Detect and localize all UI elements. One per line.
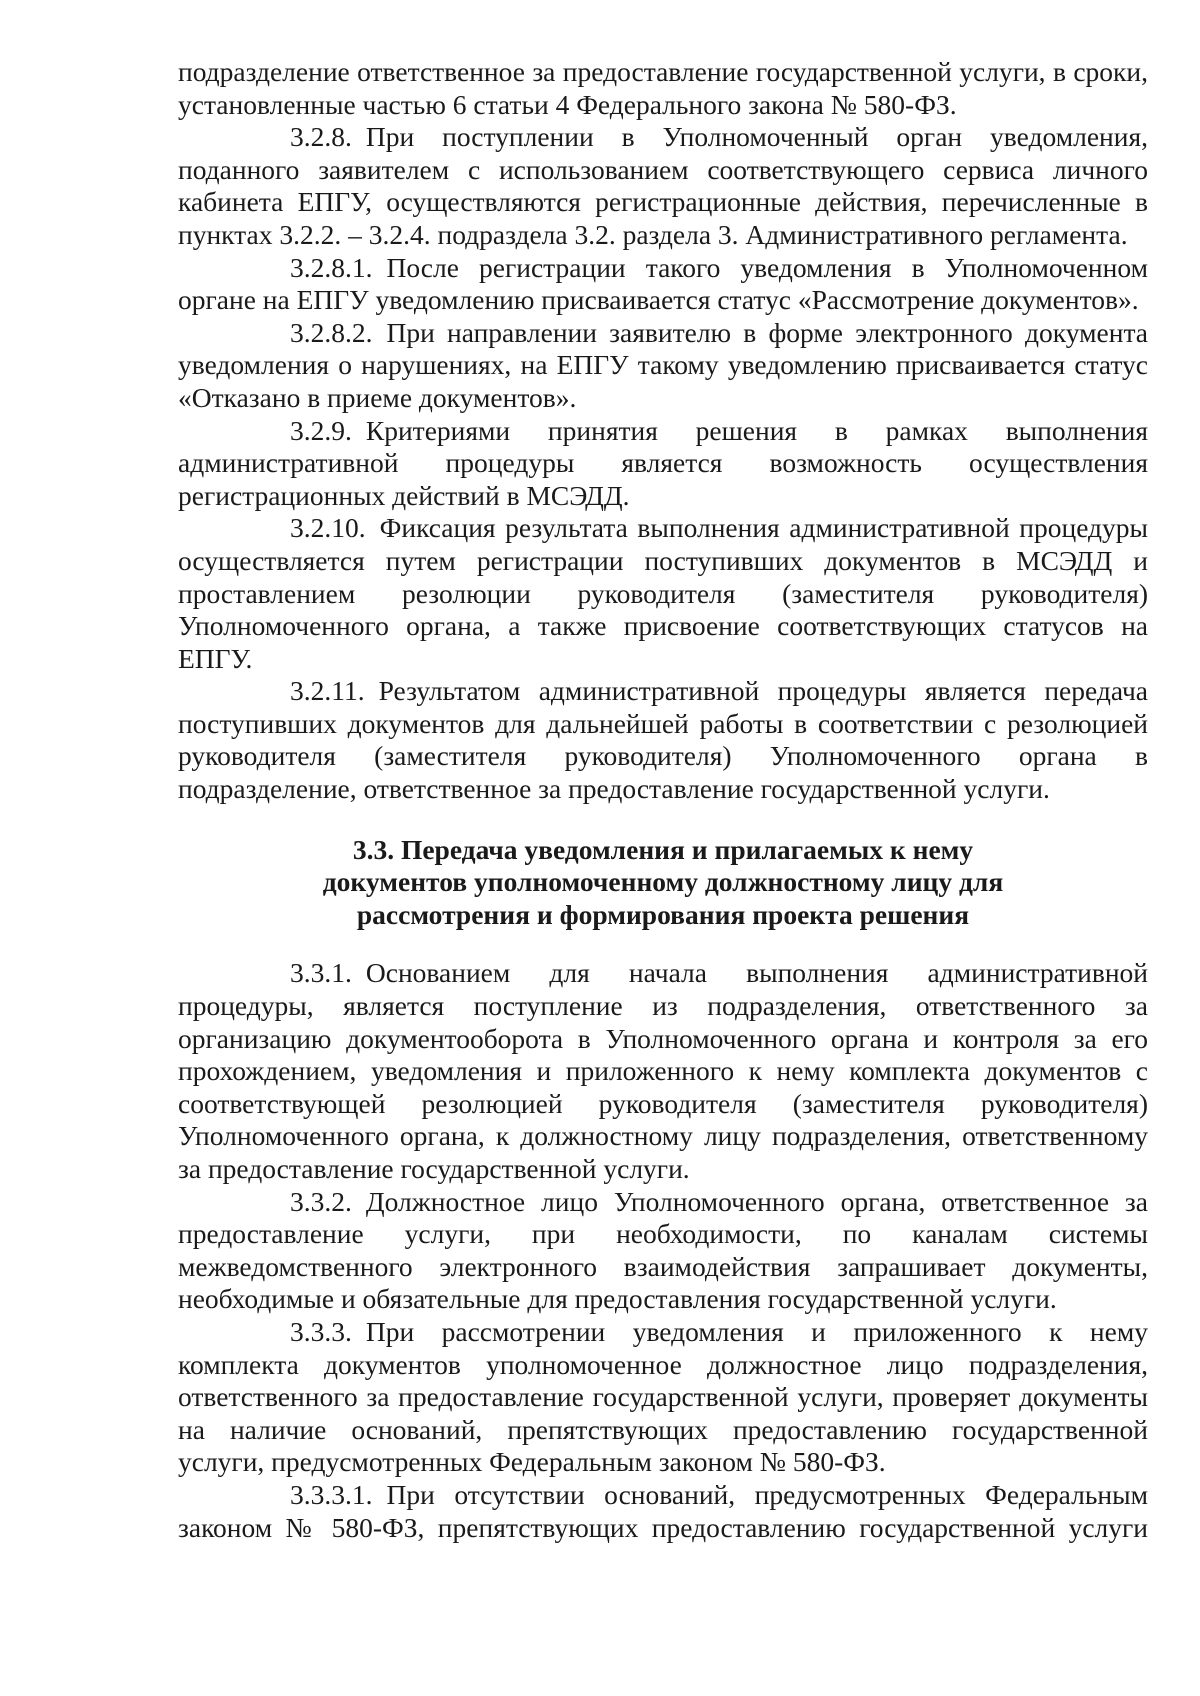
paragraph-text: При направлении заявителю в форме электронного документа уведомления о нарушениях, на ЕПГУ такому уведомлению присваивается статус «Отказано в приеме документов».	[178, 316, 1148, 413]
paragraph-text: При отсутствии оснований, предусмотренных Федеральным законом № 580-ФЗ, препятствующих предоставлению государственной услуги	[178, 1478, 1148, 1543]
paragraph-text: Фиксация результата выполнения административной процедуры осуществляется путем регистрации поступивших документов в МСЭДД и проставлением резолюции руководителя (заместителя руководителя) Уполномоченного органа, а также присвоение соответствующих статусов на ЕПГУ.	[178, 512, 1148, 674]
paragraph-number: 3.3.3.	[290, 1315, 352, 1347]
heading-line: 3.3. Передача уведомления и прилагаемых к нему	[352, 833, 974, 865]
paragraph-text: Должностное лицо Уполномоченного органа, ответственное за предоставление услуги, при необходимости, по каналам системы межведомственного электронного взаимодействия запрашивает документы, необходимые и обязательные для предоставления государственной услуги.	[178, 1185, 1148, 1315]
paragraph-3-3-2	[178, 1186, 1148, 1316]
paragraph-continuation	[178, 56, 1148, 121]
paragraph-text: подразделение ответственное за предоставление государственной услуги, в сроки, установленные частью 6 статьи 4 Федерального закона № 580-ФЗ.	[178, 56, 1148, 120]
paragraph-text: После регистрации такого уведомления в Уполномоченном органе на ЕПГУ уведомлению присваивается статус «Рассмотрение документов».	[178, 251, 1148, 316]
heading-line: документов уполномоченному должностному лицу для	[322, 866, 1004, 898]
paragraph-text: При поступлении в Уполномоченный орган уведомления, поданного заявителем с использованием соответствующего сервиса личного кабинета ЕПГУ, осуществляются регистрационные действия, перечисленные в пунктах 3.2.2. – 3.2.4. подраздела 3.2. раздела 3. Административного регламента.	[178, 121, 1148, 250]
paragraph-text: При рассмотрении уведомления и приложенного к нему комплекта документов уполномоченное должностное лицо подразделения, ответственного за предоставление государственной услуги, проверяет документы на наличие оснований, препятствующих предоставлению государственной услуги, предусмотренных Федеральным законом № 580-ФЗ.	[178, 1315, 1148, 1478]
paragraph-3-2-8	[178, 121, 1148, 251]
heading-line: рассмотрения и формирования проекта решения	[356, 898, 970, 930]
paragraph-text: Результатом административной процедуры является передача поступивших документов для дальнейшей работы в соответствии с резолюцией руководителя (заместителя руководителя) Уполномоченного органа в подразделение, ответственное за предоставление государственной услуги.	[178, 675, 1148, 805]
paragraph-number: 3.3.2.	[290, 1185, 352, 1217]
paragraph-number: 3.2.8.1.	[290, 251, 373, 283]
paragraph-3-2-10	[178, 512, 1148, 675]
paragraph-number: 3.2.8.2.	[290, 316, 373, 348]
paragraph-3-3-3-1	[178, 1479, 1148, 1544]
paragraph-3-3-3	[178, 1316, 1148, 1479]
paragraph-number: 3.2.8.	[290, 121, 352, 153]
section-heading-3-3	[178, 834, 1148, 932]
paragraph-number: 3.2.9.	[290, 414, 352, 446]
paragraph-3-2-8-2	[178, 317, 1148, 415]
paragraph-number: 3.3.1.	[290, 957, 352, 989]
paragraph-number: 3.2.10.	[290, 512, 366, 544]
paragraph-3-3-1	[178, 957, 1148, 1185]
paragraph-3-2-9	[178, 415, 1148, 513]
paragraph-3-2-11	[178, 675, 1148, 805]
document-page	[178, 56, 1148, 1544]
paragraph-number: 3.3.3.1.	[290, 1478, 373, 1510]
paragraph-number: 3.2.11.	[290, 675, 365, 707]
paragraph-text: Критериями принятия решения в рамках выполнения административной процедуры является возможность осуществления регистрационных действий в МСЭДД.	[178, 414, 1148, 511]
paragraph-3-2-8-1	[178, 252, 1148, 317]
paragraph-text: Основанием для начала выполнения административной процедуры, является поступление из подразделения, ответственного за организацию документооборота в Уполномоченного органа и контроля за его прохождением, уведомления и приложенного к нему комплекта документов с соответствующей резолюцией руководителя (заместителя руководителя) Уполномоченного органа, к должностному лицу подразделения, ответственному за предоставление государственной услуги.	[178, 957, 1148, 1184]
